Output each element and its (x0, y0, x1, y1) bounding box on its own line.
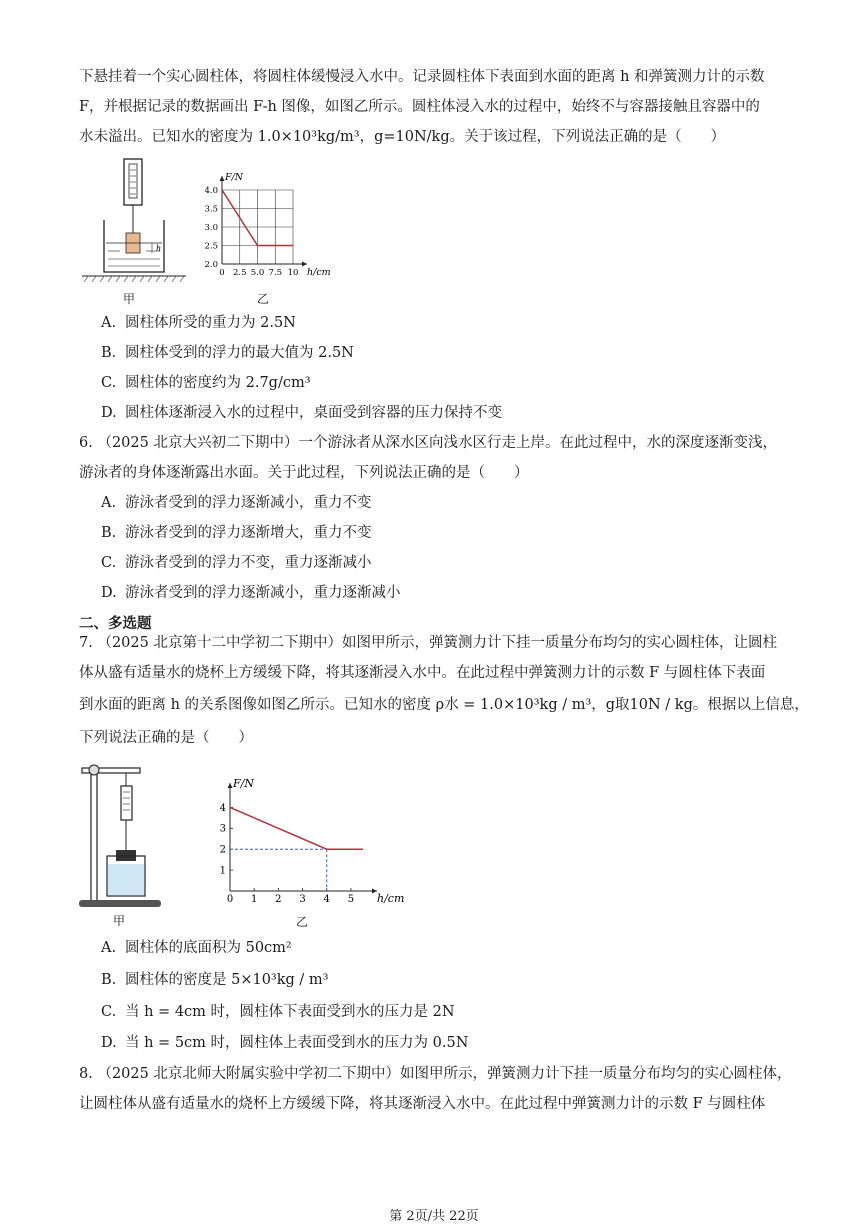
q7-option-d: D. 当 h = 5cm 时，圆柱体上表面受到水的压力为 0.5N (101, 1035, 469, 1051)
q7-force-depth-chart (218, 777, 413, 915)
q5-force-depth-chart (200, 162, 340, 287)
series-line (230, 807, 363, 849)
q5-line-1: 下悬挂着一个实心圆柱体，将圆柱体缓慢浸入水中。记录圆柱体下表面到水面的距离 h 和弹簧测力计的示数 (79, 69, 765, 85)
x-tick-label: 5 (347, 894, 355, 905)
q7-caption-jia: 甲 (113, 914, 126, 928)
q6-option-d: D. 游泳者受到的浮力逐渐减小，重力逐渐减小 (101, 585, 401, 601)
q5-line-3: 水未溢出。已知水的密度为 1.0×10³kg/m³，g=10N/kg。关于该过程，下列说法正确的是（ ） (79, 129, 726, 145)
q5-caption-yi: 乙 (257, 292, 270, 306)
q7-line-3: 到水面的距离 h 的关系图像如图乙所示。已知水的密度 ρ水 = 1.0×10³kg / m³，g取10N / kg。根据以上信息， (79, 697, 809, 713)
section-heading-multi-choice: 二、多选题 (79, 615, 152, 632)
y-axis-arrow (220, 176, 225, 181)
q8-line-1: 8. （2025 北京北师大附属实验中学初二下期中）如图甲所示，弹簧测力计下挂一质量分布均匀的实心圆柱体， (79, 1066, 792, 1082)
q5-option-c: C. 圆柱体的密度约为 2.7g/cm³ (101, 375, 311, 391)
y-tick-label: 2.0 (204, 259, 218, 270)
q6-option-a: A. 游泳者受到的浮力逐渐减小，重力不变 (101, 495, 372, 511)
q5-option-d: D. 圆柱体逐渐浸入水的过程中，桌面受到容器的压力保持不变 (101, 405, 502, 421)
y-tick-label: 3.5 (204, 204, 218, 215)
q7-caption-yi: 乙 (296, 915, 309, 929)
q6-option-c: C. 游泳者受到的浮力不变，重力逐渐减小 (101, 555, 372, 571)
q7-option-b: B. 圆柱体的密度是 5×10³kg / m³ (101, 972, 329, 988)
q5-option-a: A. 圆柱体所受的重力为 2.5N (101, 315, 296, 331)
y-tick-label: 4 (219, 802, 226, 814)
y-axis-arrow (228, 783, 233, 788)
q7-apparatus-figure (76, 760, 166, 912)
x-tick-label: 2.5 (232, 268, 247, 278)
q7-option-c: C. 当 h = 4cm 时，圆柱体下表面受到水的压力是 2N (101, 1004, 455, 1020)
y-tick-label: 4.0 (204, 185, 218, 196)
y-tick-label: 3 (219, 823, 226, 835)
q6-line-2: 游泳者的身体逐渐露出水面。关于此过程，下列说法正确的是（ ） (79, 465, 529, 481)
x-tick-label: 3 (299, 894, 306, 905)
x-tick-label: 0 (219, 268, 225, 278)
x-tick-label: 0 (226, 894, 234, 905)
x-tick-label: 4 (323, 894, 330, 905)
q7-line-4: 下列说法正确的是（ ） (79, 730, 253, 746)
x-tick-label: 5.0 (250, 268, 265, 278)
x-tick-label: 7.5 (268, 268, 283, 278)
q8-line-2: 让圆柱体从盛有适量水的烧杯上方缓缓下降，将其逐渐浸入水中。在此过程中弹簧测力计的示数 F 与圆柱体 (79, 1096, 766, 1112)
y-tick-label: 2 (219, 844, 226, 856)
q5-line-2: F，并根据记录的数据画出 F-h 图像，如图乙所示。圆柱体浸入水的过程中，始终不与容器接触且容器中的 (79, 99, 760, 115)
q5-caption-jia: 甲 (123, 292, 136, 306)
x-axis-arrow (302, 262, 307, 267)
page-footer: 第 2页/共 22页 (389, 1209, 479, 1224)
y-axis-label: F/N (233, 777, 254, 790)
q7-line-2: 体从盛有适量水的烧杯上方缓缓下降，将其逐渐浸入水中。在此过程中弹簧测力计的示数 F 与圆柱体下表面 (79, 665, 766, 681)
q7-option-a: A. 圆柱体的底面积为 50cm² (101, 940, 292, 956)
x-tick-label: 1 (250, 894, 258, 905)
y-tick-label: 2.5 (204, 241, 218, 252)
x-axis-label: h/cm (377, 892, 405, 905)
q5-apparatus-figure (80, 155, 190, 290)
y-axis-label: F/N (225, 172, 244, 183)
q5-option-b: B. 圆柱体受到的浮力的最大值为 2.5N (101, 345, 354, 361)
y-tick-label: 3.0 (204, 222, 218, 233)
q6-option-b: B. 游泳者受到的浮力逐渐增大，重力不变 (101, 525, 372, 541)
q6-line-1: 6. （2025 北京大兴初二下期中）一个游泳者从深水区向浅水区行走上岸。在此过程中，水的深度逐渐变浅， (79, 435, 777, 451)
q7-line-1: 7. （2025 北京第十二中学初二下期中）如图甲所示，弹簧测力计下挂一质量分布均匀的实心圆柱体，让圆柱 (79, 635, 777, 651)
x-tick-label: 10 (287, 268, 299, 278)
svg-text:h: h (156, 244, 162, 253)
y-tick-label: 1 (219, 865, 226, 877)
x-tick-label: 2 (275, 894, 282, 905)
x-axis-label: h/cm (307, 267, 331, 278)
